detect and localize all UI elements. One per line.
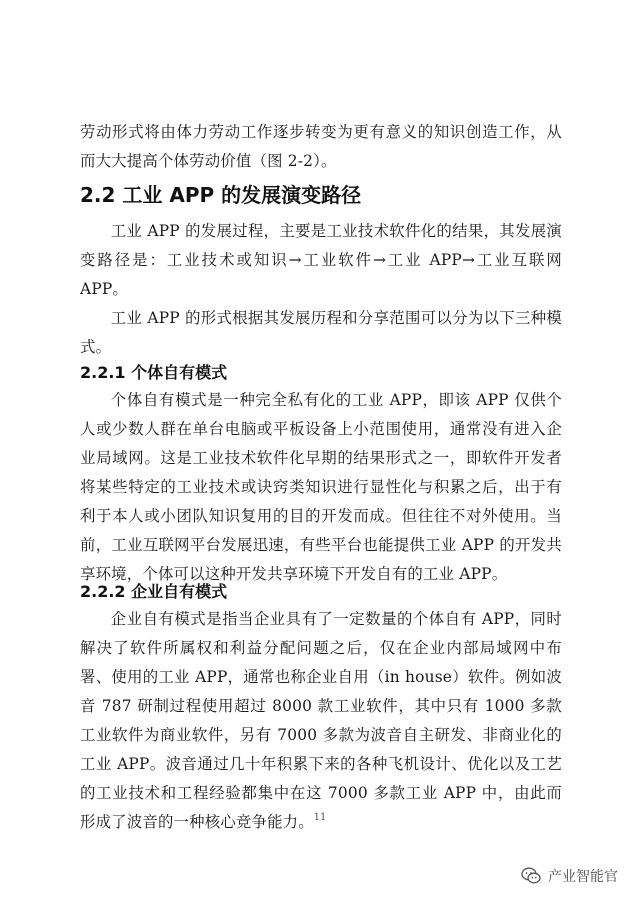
page-number: 11	[313, 812, 327, 823]
watermark-text: 产业智能官	[548, 869, 618, 885]
subsection-2-paragraph: 企业自有模式是指当企业具有了一定数量的个体自有 APP，同时解决了软件所属权和利益分配问题之后，仅在企业内部局域网中布署、使用的工业 APP，通常也称企业自用（in house）软件。例如波音 787 研制过程使用超过 8000 款工业软件，其中只有 1000 多款工业软件为商业软件，另有 7000 多款为波音自主研发、非商业化的工业 APP。波音通过几十年积累下来的各种飞机设计、优化以及工艺的工业技术和工程经验都集中在这 7000 多款工业 APP 中，由此而形成了波音的一种核心竞争能力。	[80, 610, 562, 831]
subsection-heading-2: 2.2.2 企业自有模式	[80, 582, 228, 601]
section-heading: 2.2 工业 APP 的发展演变路径	[80, 183, 362, 207]
section-paragraph-2: 工业 APP 的形式根据其发展历程和分享范围可以分为以下三种模式。	[80, 309, 562, 356]
section-paragraph-1: 工业 APP 的发展过程，主要是工业技术软件化的结果，其发展演变路径是：工业技术或知识→工业软件→工业 APP→工业互联网 APP。	[80, 222, 562, 298]
wechat-icon	[520, 865, 542, 887]
subsection-1-paragraph: 个体自有模式是一种完全私有化的工业 APP，即该 APP 仅供个人或少数人群在单台电脑或平板设备上小范围使用，通常没有进入企业局域网。这是工业技术软件化早期的结果形式之一，即软件开发者将某些特定的工业技术或诀窍类知识进行显性化与积累之后，出于有利于本人或小团队知识复用的目的开发而成。但往往不对外使用。当前，工业互联网平台发展迅速，有些平台也能提供工业 APP 的开发共享环境，个体可以这种开发共享环境下开发自有的工业 APP。	[80, 391, 562, 583]
intro-paragraph: 劳动形式将由体力劳动工作逐步转变为更有意义的知识创造工作，从而大大提高个体劳动价值（图 2-2）。	[80, 123, 562, 170]
wechat-watermark	[520, 865, 618, 887]
subsection-heading-1: 2.2.1 个体自有模式	[80, 363, 228, 382]
